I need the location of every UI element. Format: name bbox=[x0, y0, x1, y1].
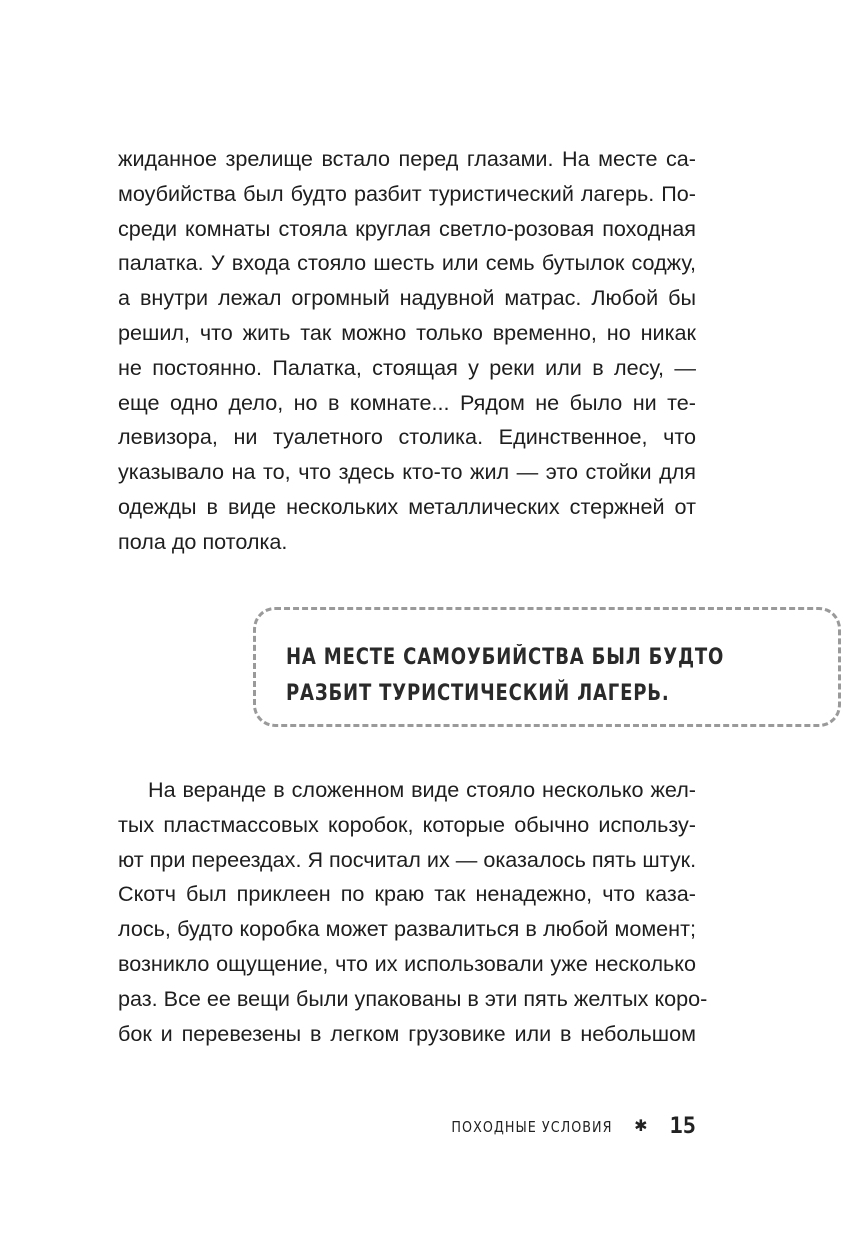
text-line: тых пластмассовых коробок, которые обычно использу- bbox=[118, 811, 696, 837]
body-paragraph bbox=[118, 773, 708, 1051]
running-title: ПОХОДНЫЕ УСЛОВИЯ bbox=[451, 1117, 613, 1136]
text-line: решил, что жить так можно только временно, но никак bbox=[118, 319, 696, 345]
pull-quote-text bbox=[286, 640, 724, 712]
pull-quote-box bbox=[253, 607, 841, 727]
text-line: возникло ощущение, что их использовали уже несколько bbox=[118, 950, 696, 976]
text-line: одежды в виде нескольких металлических стержней от bbox=[118, 493, 696, 519]
text-line: еще одно дело, но в комнате... Рядом не было ни те- bbox=[118, 389, 696, 415]
text-line: жиданное зрелище встало перед глазами. На месте са- bbox=[118, 146, 696, 171]
asterisk-icon: ✱ bbox=[634, 1117, 648, 1135]
text-line: раз. Все ее вещи были упакованы в эти пять желтых коро- bbox=[118, 985, 708, 1011]
text-line: среди комнаты стояла круглая светло-розовая походная bbox=[118, 215, 696, 241]
page-number: 15 bbox=[669, 1114, 696, 1139]
text-line: палатка. У входа стояло шесть или семь бутылок соджу, bbox=[118, 250, 696, 276]
text-line: не постоянно. Палатка, стоящая у реки или в лесу, — bbox=[118, 354, 696, 380]
pull-quote-line: РАЗБИТ ТУРИСТИЧЕСКИЙ ЛАГЕРЬ. bbox=[286, 681, 670, 706]
text-line: левизора, ни туалетного столика. Единственное, что bbox=[118, 424, 696, 450]
pull-quote-line: НА МЕСТЕ САМОУБИЙСТВА БЫЛ БУДТО bbox=[286, 645, 725, 670]
page-footer bbox=[423, 1114, 696, 1139]
text-line: бок и перевезены в легком грузовике или в небольшом bbox=[118, 1020, 696, 1046]
body-paragraph bbox=[118, 142, 696, 560]
text-line: ют при переездах. Я посчитал их — оказалось пять штук. bbox=[118, 846, 697, 872]
text-line: лось, будто коробка может развалиться в любой момент; bbox=[118, 916, 696, 942]
text-line: указывало на то, что здесь кто-то жил — это стойки для bbox=[118, 459, 696, 485]
text-line: моубийства был будто разбит туристический лагерь. По- bbox=[118, 180, 696, 206]
text-line: а внутри лежал огромный надувной матрас. Любой бы bbox=[118, 285, 696, 311]
text-line: Скотч был приклеен по краю так ненадежно, что каза- bbox=[118, 881, 696, 907]
text-line: На веранде в сложенном виде стояло несколько жел- bbox=[148, 777, 696, 802]
text-line: пола до потолка. bbox=[118, 528, 288, 554]
